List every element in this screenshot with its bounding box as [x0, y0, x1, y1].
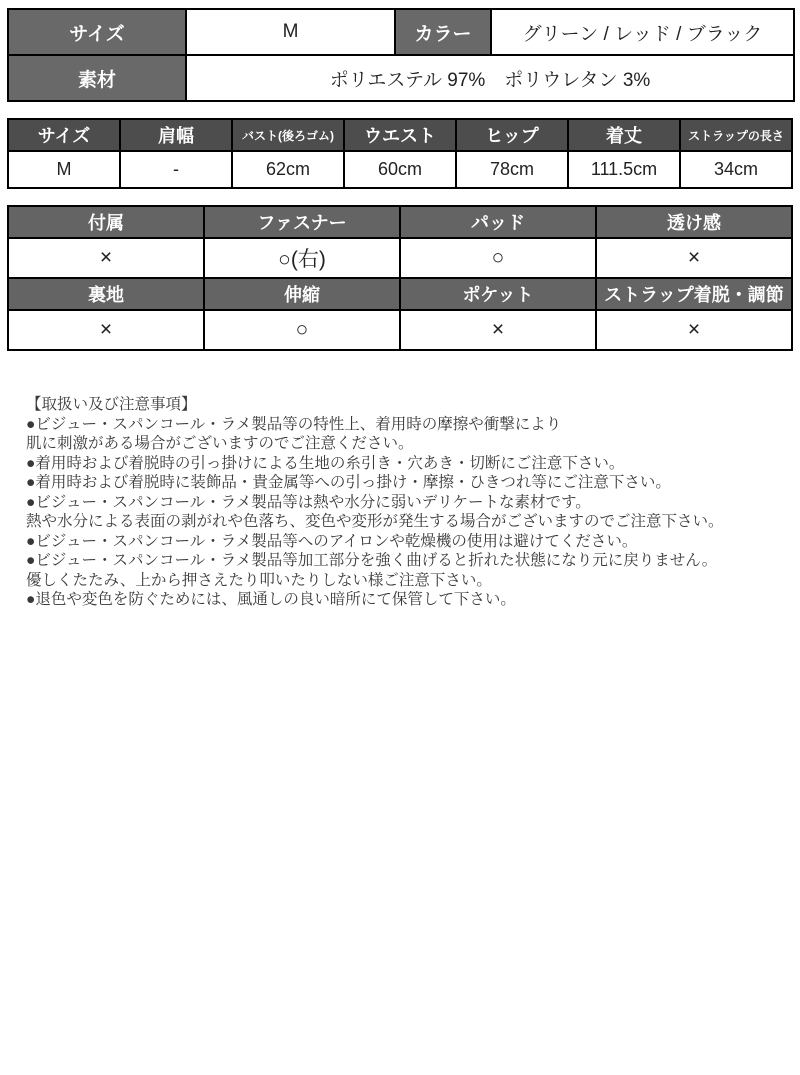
spec-header-cell: ストラップ着脱・調節 [596, 278, 792, 310]
color-label-cell: カラー [395, 9, 491, 55]
material-value-cell: ポリエステル 97% ポリウレタン 3% [186, 55, 794, 101]
table-row [8, 310, 792, 350]
measurement-header-cell: 着丈 [568, 119, 680, 151]
note-line: ●ビジュー・スパンコール・ラメ製品等へのアイロンや乾燥機の使用は避けてください。 [26, 532, 638, 550]
spec-value-cell: × [400, 310, 596, 350]
spec-header-cell: 透け感 [596, 206, 792, 238]
spec-value-cell: × [8, 238, 204, 278]
table-row [8, 206, 792, 238]
note-line: 肌に刺激がある場合がございますのでご注意ください。 [26, 435, 414, 452]
measurement-value-cell: 111.5cm [568, 151, 680, 188]
measurement-value-cell: 60cm [344, 151, 456, 188]
spec-table [7, 205, 793, 351]
spec-header-cell: ファスナー [204, 206, 400, 238]
table-row [8, 9, 794, 55]
table-row [8, 151, 792, 188]
note-line: ●着用時および着脱時に装飾品・貴金属等への引っ掛け・摩擦・ひきつれ等にご注意下さい。 [26, 474, 671, 491]
spec-value-cell: ○ [400, 238, 596, 278]
measurement-header-cell: ウエスト [344, 119, 456, 151]
size-label-cell: サイズ [8, 9, 186, 55]
table-row [8, 238, 792, 278]
table-row [8, 278, 792, 310]
spec-header-cell: ポケット [400, 278, 596, 310]
note-line: ●ビジュー・スパンコール・ラメ製品等の特性上、着用時の摩擦や衝撃により [26, 415, 562, 433]
note-line: 熱や水分による表面の剥がれや色落ち、変色や変形が発生する場合がございますのでご注意下さい。 [26, 513, 724, 530]
care-notes [26, 395, 792, 610]
table-row [8, 119, 792, 151]
spec-header-cell: 伸縮 [204, 278, 400, 310]
spec-value-cell: × [596, 238, 792, 278]
note-line: ●ビジュー・スパンコール・ラメ製品等は熱や水分に弱いデリケートな素材です。 [26, 493, 591, 511]
measurement-value-cell: 78cm [456, 151, 568, 188]
spec-header-cell: パッド [400, 206, 596, 238]
measurement-value-cell: 34cm [680, 151, 792, 188]
measurement-value-cell: M [8, 151, 120, 188]
measurement-header-cell: ストラップの長さ [680, 119, 792, 151]
measurements-table [7, 118, 793, 189]
color-value-cell: グリーン / レッド / ブラック [491, 9, 794, 55]
product-info-table [7, 8, 795, 102]
spec-value-cell: ○ [204, 310, 400, 350]
material-label-cell: 素材 [8, 55, 186, 101]
measurement-header-cell: バスト(後ろゴム) [232, 119, 344, 151]
care-notes-title: 【取扱い及び注意事項】 [26, 396, 197, 413]
measurement-header-cell: サイズ [8, 119, 120, 151]
note-line: ●退色や変色を防ぐためには、風通しの良い暗所にて保管して下さい。 [26, 591, 516, 608]
measurement-header-cell: 肩幅 [120, 119, 232, 151]
spec-value-cell: ○(右) [204, 238, 400, 278]
measurement-value-cell: 62cm [232, 151, 344, 188]
measurement-header-cell: ヒップ [456, 119, 568, 151]
measurement-value-cell: - [120, 151, 232, 188]
table-row [8, 55, 794, 101]
spec-header-cell: 裏地 [8, 278, 204, 310]
spec-header-cell: 付属 [8, 206, 204, 238]
size-value-cell: M [186, 9, 395, 55]
note-line: 優しくたたみ、上から押さえたり叩いたりしない様ご注意下さい。 [26, 571, 492, 589]
note-line: ●着用時および着脱時の引っ掛けによる生地の糸引き・穴あき・切断にご注意下さい。 [26, 454, 625, 472]
spec-value-cell: × [8, 310, 204, 350]
spec-value-cell: × [596, 310, 792, 350]
note-line: ●ビジュー・スパンコール・ラメ製品等加工部分を強く曲げると折れた状態になり元に戻りません。 [26, 552, 718, 569]
